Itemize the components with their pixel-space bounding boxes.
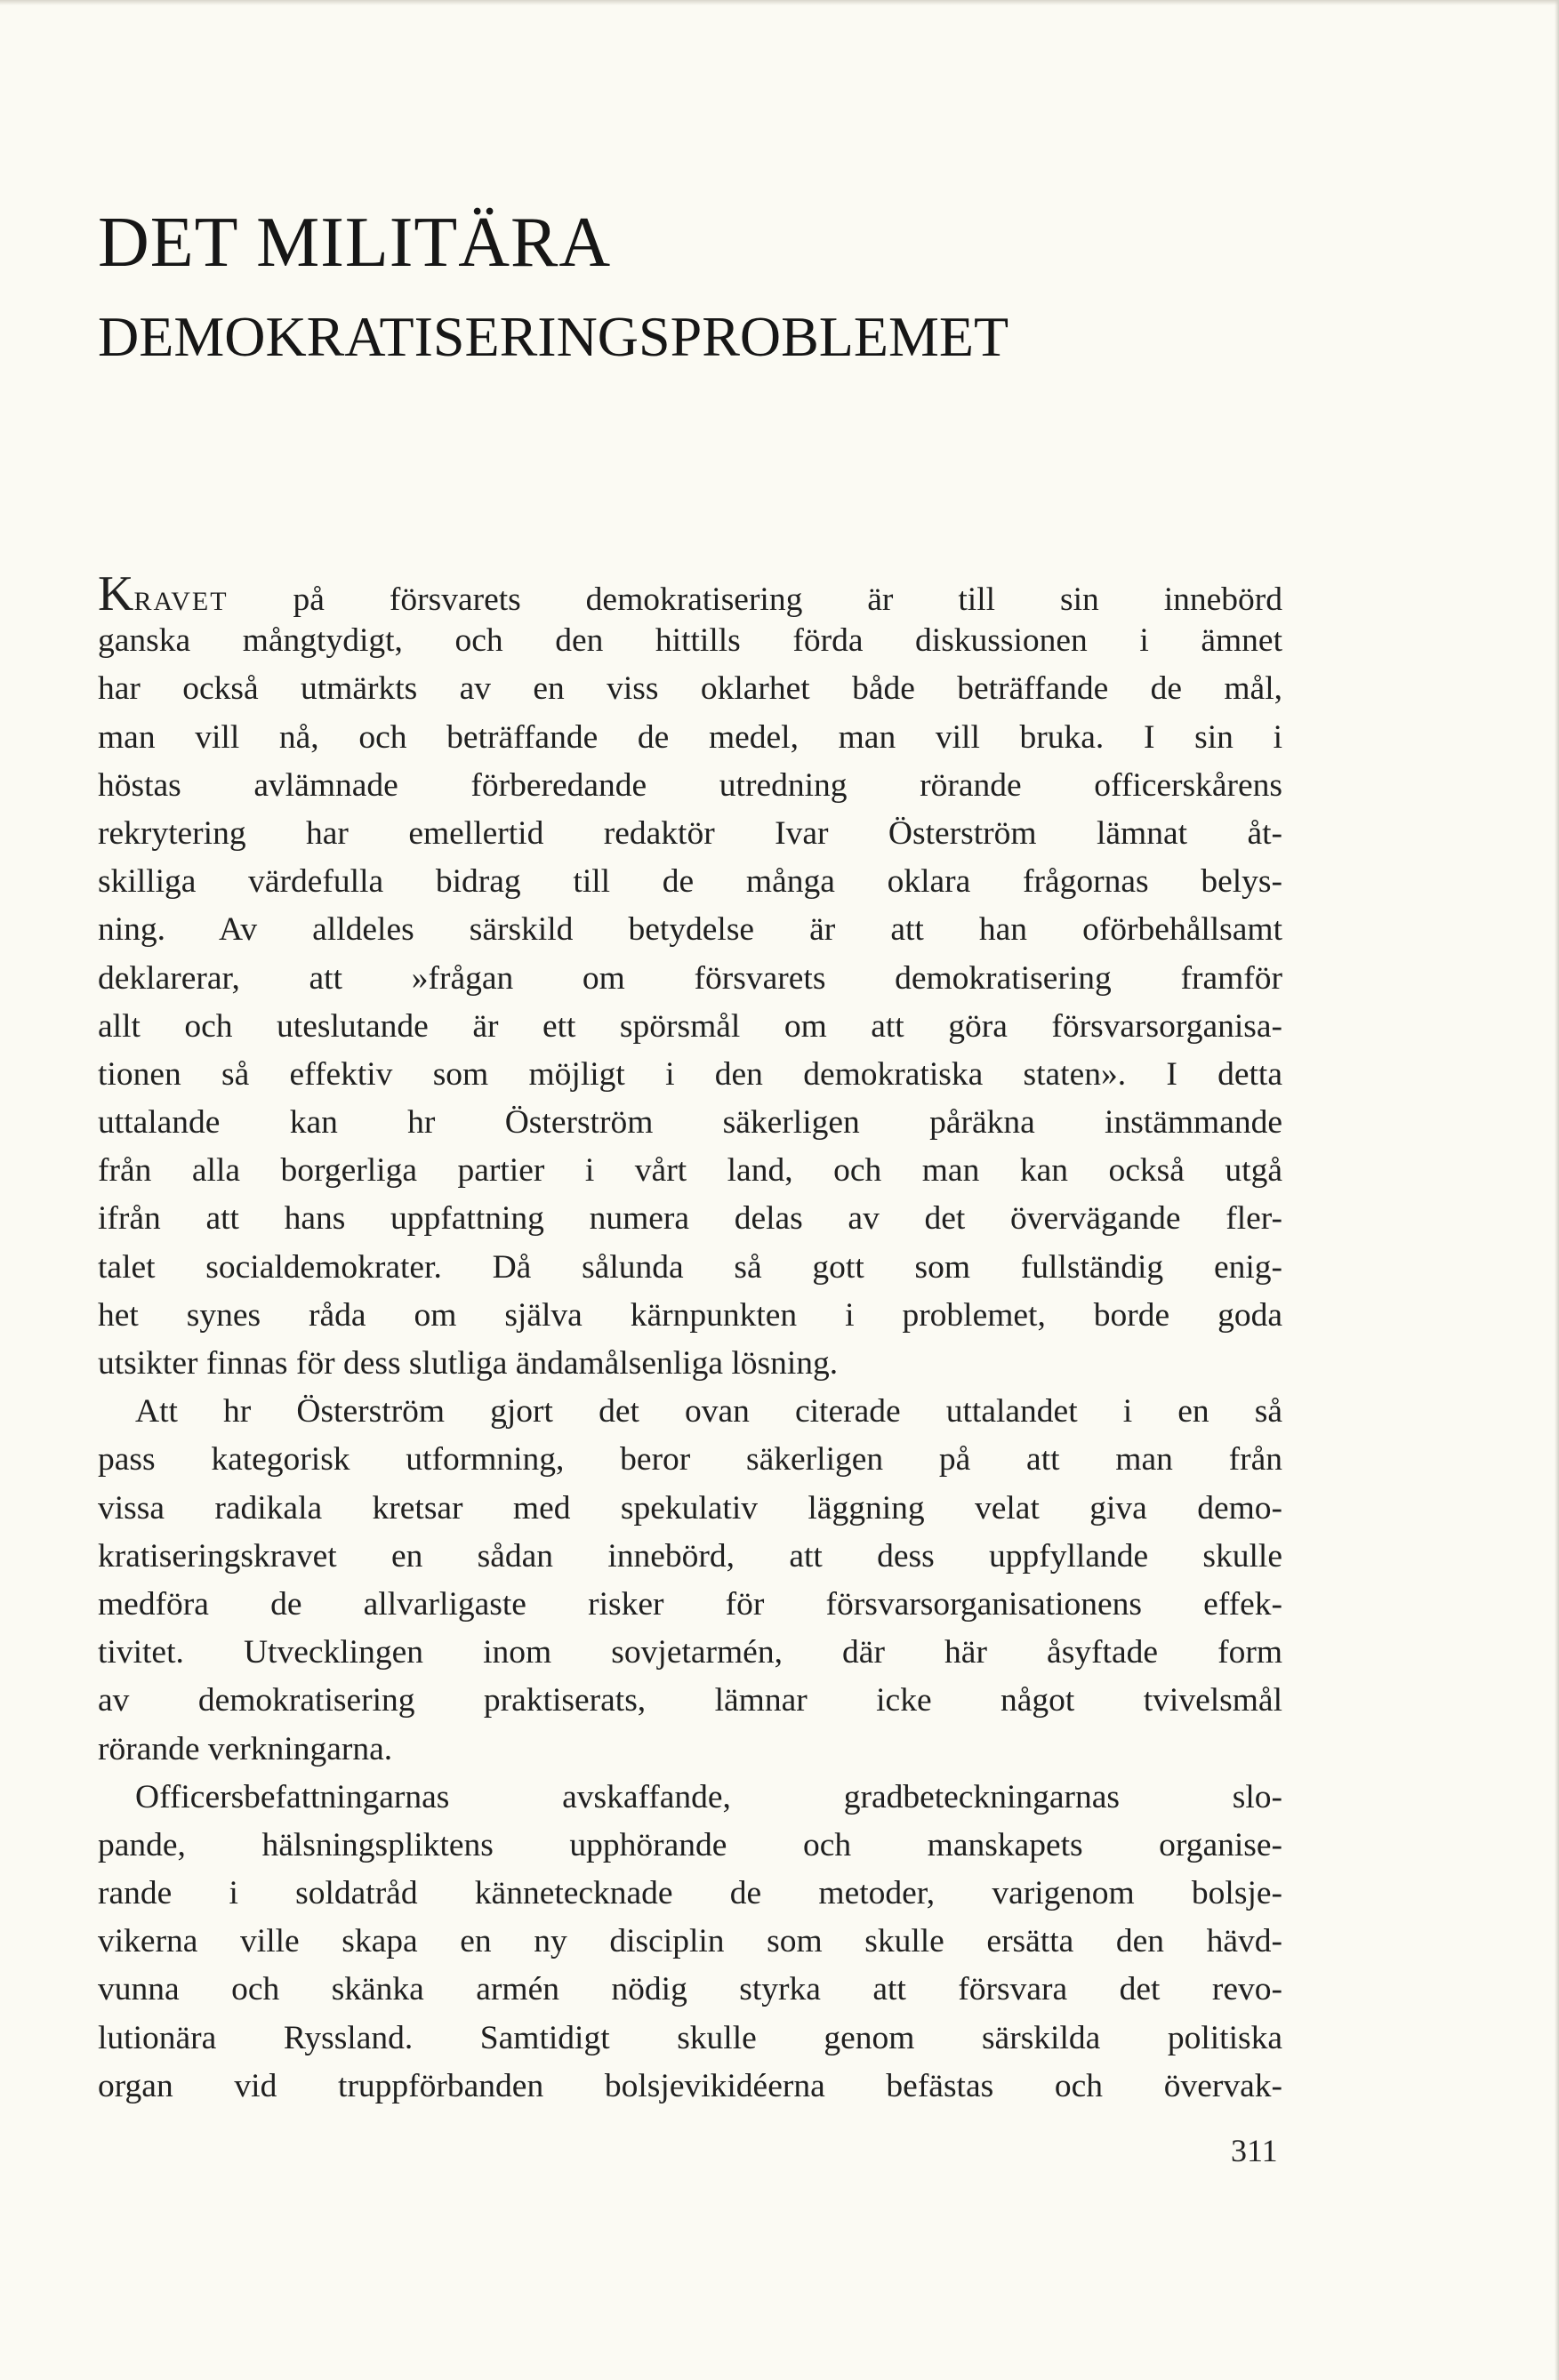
paragraph-3-line: vunna och skänka armén nödig styrka att försvara det revo- [98,1971,1282,2008]
scan-top-edge [0,0,1559,5]
article-title-line-1: DET MILITÄRA [98,204,612,282]
text-line: ning. Av alldeles särskild betydelse är att han oförbehållsamt [98,911,1282,949]
drop-cap: K [98,569,134,618]
paragraph-3-line: pande, hälsningspliktens upphörande och manskapets organise- [98,1826,1282,1863]
text-line: skilliga värdefulla bidrag till de många oklara frågornas belys- [98,863,1282,901]
first-line [98,569,1282,617]
text-line: deklarerar, att »frågan om försvarets demokratisering framför [98,959,1282,997]
paragraph-2-line: kratiseringskravet en sådan innebörd, att dess uppfyllande skulle [98,1537,1282,1575]
article-title-line-2: DEMOKRATISERINGSPROBLEMET [98,305,1009,368]
first-word-smallcaps: RAVET [133,587,229,616]
text-line: från alla borgerliga partier i vårt land, och man kan också utgå [98,1152,1282,1190]
text-line: ganska mångtydigt, och den hittills förda diskussionen i ämnet [98,622,1282,660]
text-line: har också utmärkts av en viss oklarhet både beträffande de mål, [98,670,1282,708]
paragraph-2-line: medföra de allvarligaste risker för försvarsorganisationens effek- [98,1585,1282,1623]
page-number: 311 [1231,2133,1278,2168]
paragraph-2-line-end: rörande verkningarna. [98,1730,393,1767]
text-line: uttalande kan hr Österström säkerligen påräkna instämmande [98,1104,1282,1142]
paragraph-2-line: Att hr Österström gjort det ovan citerade uttalandet i en så [135,1393,1282,1430]
first-line-text: på försvarets demokratisering är till sin innebörd [293,581,1282,618]
paragraph-3-line: vikerna ville skapa en ny disciplin som skulle ersätta den hävd- [98,1923,1282,1960]
text-line: rekrytering har emellertid redaktör Ivar Österström lämnat åt- [98,814,1282,852]
paragraph-2-line: pass kategorisk utformning, beror säkerligen på att man från [98,1441,1282,1478]
paragraph-2-line: tivitet. Utvecklingen inom sovjetarmén, där här åsyftade form [98,1634,1282,1671]
text-line: allt och uteslutande är ett spörsmål om att göra försvarsorganisa- [98,1007,1282,1045]
text-line-paragraph-end: utsikter finnas för dess slutliga ändamålsenliga lösning. [98,1345,839,1382]
paragraph-2-line: av demokratisering praktiserats, lämnar icke något tvivelsmål [98,1682,1282,1719]
text-line: ifrån att hans uppfattning numera delas av det övervägande fler- [98,1200,1282,1238]
text-line: man vill nå, och beträffande de medel, man vill bruka. I sin i [98,718,1282,756]
paragraph-3-line: organ vid truppförbanden bolsjevikidéerna befästas och övervak- [98,2067,1282,2104]
text-line: talet socialdemokrater. Då sålunda så gott som fullständig enig- [98,1248,1282,1286]
text-line: het synes råda om själva kärnpunkten i problemet, borde goda [98,1296,1282,1334]
text-line: tionen så effektiv som möjligt i den demokratiska staten». I detta [98,1055,1282,1093]
paragraph-3-line: lutionära Ryssland. Samtidigt skulle genom särskilda politiska [98,2019,1282,2056]
paragraph-3-line: Officersbefattningarnas avskaffande, gradbeteckningarnas slo- [135,1778,1282,1815]
scan-right-edge [1555,0,1559,2380]
paragraph-2-line: vissa radikala kretsar med spekulativ läggning velat giva demo- [98,1489,1282,1527]
text-line: höstas avlämnade förberedande utredning rörande officerskårens [98,766,1282,804]
paragraph-3-line: rande i soldatråd kännetecknade de metoder, varigenom bolsje- [98,1875,1282,1912]
article-body [98,569,1282,2111]
